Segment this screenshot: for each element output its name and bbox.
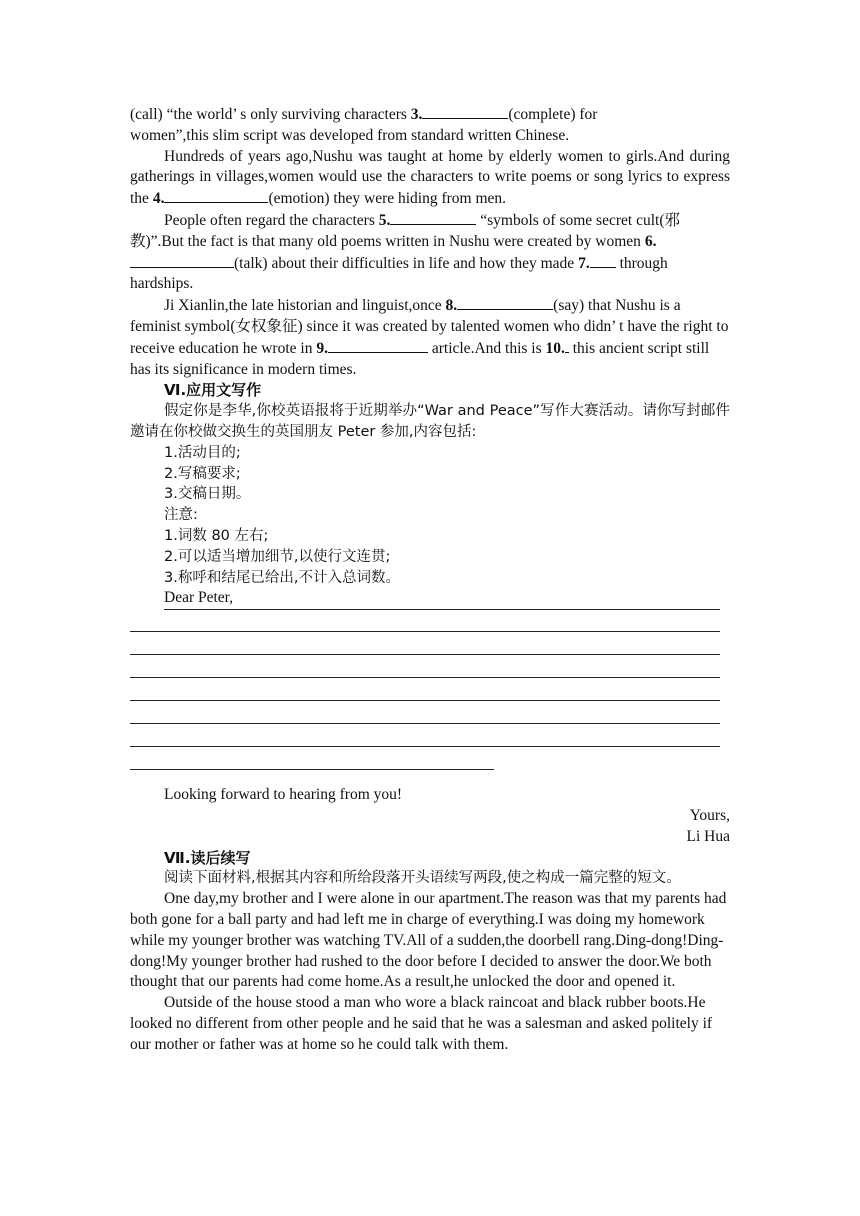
- section-7-instruction: 阅读下面材料,根据其内容和所给段落开头语续写两段,使之构成一篇完整的短文。: [164, 870, 681, 887]
- blank-number-6: 6: [644, 232, 653, 250]
- passage-line-1: (call) “the world’ s only surviving characters 3. (complete) for: [130, 106, 598, 123]
- section-6-note-2: 2.可以适当增加细节,以使行文连贯;: [164, 548, 391, 565]
- section-6-notes-label: 注意:: [164, 507, 198, 524]
- writing-area[interactable]: [130, 609, 730, 795]
- section-6-heading: Ⅵ.应用文写作: [164, 381, 262, 400]
- section-7-heading: Ⅶ.读后续写: [164, 848, 251, 867]
- blank-number-4: 4: [152, 190, 161, 208]
- letter-signature: Li Hua: [686, 827, 730, 845]
- passage-line-2: women”,this slim script was developed from standard written Chinese.: [130, 126, 570, 144]
- section-6-note-3: 3.称呼和结尾已给出,不计入总词数。: [164, 569, 400, 586]
- passage-paragraph-3: People often regard the characters 5. “symbols of some secret cult(邪教)”.But the fact is that many old poems written in Nushu were created by women 6.(talk) about their difficulties in life and how they made 7. through hardships.: [130, 211, 680, 293]
- writing-line[interactable]: [130, 746, 720, 747]
- letter-salutation: Dear Peter,: [164, 589, 234, 607]
- document-page: [130, 104, 730, 1055]
- blank-number-3: 3: [410, 106, 419, 123]
- section-6-item-3: 3.交稿日期。: [164, 486, 251, 503]
- section-6-item-2: 2.写稿要求;: [164, 465, 241, 482]
- writing-line[interactable]: [164, 609, 720, 610]
- writing-line[interactable]: [130, 700, 720, 701]
- blank-7[interactable]: [590, 253, 616, 268]
- writing-line[interactable]: [130, 723, 720, 724]
- story-paragraph-1: One day,my brother and I were alone in our apartment.The reason was that my parents had both gone for a ball party and had left me in charge of everything.I was doing my homework while my younger brother was watching TV.All of a sudden,the doorbell rang.Ding-dong!Ding-dong!My younger brother had rushed to the door before I decided to answer the door.We both thought that our parents had come home.As a result,he unlocked the door and opened it.: [130, 890, 727, 991]
- blank-number-5: 5: [378, 211, 387, 229]
- writing-line[interactable]: [130, 631, 720, 632]
- blank-number-8: 8: [445, 297, 454, 315]
- section-6-prompt: 假定你是李华,你校英语报将于近期举办“War and Peace”写作大赛活动。请你写封邮件邀请在你校做交换生的英国朋友 Peter 参加,内容包括:: [130, 403, 730, 440]
- blank-8[interactable]: [457, 295, 553, 310]
- passage-paragraph-2: Hundreds of years ago,Nushu was taught at home by elderly women to girls.And during gatherings in villages,women would use the characters to write poems or song lyrics to express the 4. (emotion) they were hiding from men.: [130, 147, 730, 208]
- writing-line[interactable]: [130, 677, 720, 678]
- blank-9[interactable]: [328, 338, 428, 353]
- passage-paragraph-4: Ji Xianlin,the late historian and linguist,once 8. (say) that Nushu is a feminist symbol(女权象征) since it was created by talented women who didn’ t have the right to receive education he wrote in 9. article.And this is 10. this ancient script still has its significance in modern times.: [130, 297, 729, 378]
- blank-number-9: 9: [316, 339, 325, 357]
- section-6-note-1: 1.词数 80 左右;: [164, 527, 269, 544]
- writing-line[interactable]: [130, 654, 720, 655]
- blank-3[interactable]: [422, 104, 508, 119]
- letter-signoff: Yours,: [689, 806, 730, 824]
- writing-line[interactable]: [130, 769, 494, 770]
- blank-4[interactable]: [164, 188, 268, 203]
- section-6-item-1: 1.活动目的;: [164, 444, 241, 461]
- blank-6[interactable]: [130, 253, 234, 268]
- letter-closing: Looking forward to hearing from you!: [164, 786, 403, 804]
- blank-number-7: 7: [578, 254, 586, 272]
- story-paragraph-2: Outside of the house stood a man who wore a black raincoat and black rubber boots.He looked no different from other people and he said that he was a salesman and asked politely if our mother or father was at home so he could talk with them.: [130, 994, 713, 1053]
- blank-5[interactable]: [390, 210, 476, 225]
- blank-number-10: 10: [545, 339, 561, 357]
